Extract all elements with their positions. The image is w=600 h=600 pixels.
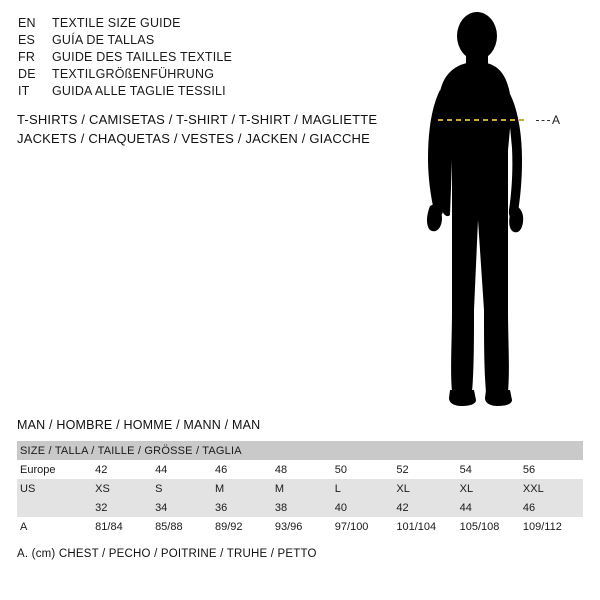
cell-a-7: 109/112 xyxy=(520,517,583,536)
table-header-label: SIZE / TALLA / TAILLE / GRÖSSE / TAGLIA xyxy=(17,441,583,460)
table-row xyxy=(17,460,583,479)
row-label-a: A xyxy=(17,517,92,536)
language-list xyxy=(18,16,398,101)
row-label-us: US xyxy=(17,479,92,498)
language-row-it xyxy=(18,84,398,101)
language-text-de: TEXTILGRÖßENFÜHRUNG xyxy=(52,67,215,81)
language-text-en: TEXTILE SIZE GUIDE xyxy=(52,16,181,30)
cell-a-6: 105/108 xyxy=(457,517,520,536)
language-text-it: GUIDA ALLE TAGLIE TESSILI xyxy=(52,84,226,98)
size-table xyxy=(17,441,583,536)
cell-usnum-2: 36 xyxy=(212,498,272,517)
cell-europe-7: 56 xyxy=(520,460,583,479)
cell-us-1: S xyxy=(152,479,212,498)
language-row-fr xyxy=(18,50,398,67)
cell-usnum-0: 32 xyxy=(92,498,152,517)
language-code-de: DE xyxy=(18,67,36,81)
cell-us-7: XXL xyxy=(520,479,583,498)
category-list xyxy=(17,110,417,148)
cell-a-1: 85/88 xyxy=(152,517,212,536)
cell-europe-2: 46 xyxy=(212,460,272,479)
cell-usnum-1: 34 xyxy=(152,498,212,517)
category-tshirts: T-SHIRTS / CAMISETAS / T-SHIRT / T-SHIRT / MAGLIETTE xyxy=(17,112,378,127)
cell-us-5: XL xyxy=(393,479,456,498)
table-header-row xyxy=(17,441,583,460)
table-row xyxy=(17,517,583,536)
cell-us-2: M xyxy=(212,479,272,498)
cell-usnum-3: 38 xyxy=(272,498,332,517)
cell-usnum-7: 46 xyxy=(520,498,583,517)
row-label-europe: Europe xyxy=(17,460,92,479)
row-label-us-numeric xyxy=(17,498,92,517)
cell-europe-1: 44 xyxy=(152,460,212,479)
marker-dash-line xyxy=(536,120,550,121)
male-silhouette-icon xyxy=(400,10,600,410)
language-code-fr: FR xyxy=(18,50,36,64)
table-row xyxy=(17,479,583,498)
figure-illustration xyxy=(400,10,600,410)
cell-europe-3: 48 xyxy=(272,460,332,479)
language-row-de xyxy=(18,67,398,84)
language-text-fr: GUIDE DES TAILLES TEXTILE xyxy=(52,50,233,64)
cell-europe-5: 52 xyxy=(393,460,456,479)
cell-us-0: XS xyxy=(92,479,152,498)
footnote: A. (cm) CHEST / PECHO / POITRINE / TRUHE / PETTO xyxy=(17,548,317,560)
language-code-es: ES xyxy=(18,33,36,47)
cell-us-6: XL xyxy=(457,479,520,498)
table-title: MAN / HOMBRE / HOMME / MANN / MAN xyxy=(17,418,261,432)
category-jackets: JACKETS / CHAQUETAS / VESTES / JACKEN / GIACCHE xyxy=(17,131,371,146)
cell-europe-4: 50 xyxy=(332,460,394,479)
language-row-en xyxy=(18,16,398,33)
cell-europe-0: 42 xyxy=(92,460,152,479)
cell-europe-6: 54 xyxy=(457,460,520,479)
cell-us-3: M xyxy=(272,479,332,498)
cell-usnum-5: 42 xyxy=(393,498,456,517)
cell-a-3: 93/96 xyxy=(272,517,332,536)
cell-a-4: 97/100 xyxy=(332,517,394,536)
language-code-en: EN xyxy=(18,16,36,30)
language-code-it: IT xyxy=(18,84,30,98)
cell-a-5: 101/104 xyxy=(393,517,456,536)
cell-a-2: 89/92 xyxy=(212,517,272,536)
table-row xyxy=(17,498,583,517)
language-row-es xyxy=(18,33,398,50)
cell-usnum-4: 40 xyxy=(332,498,394,517)
language-text-es: GUÍA DE TALLAS xyxy=(52,33,155,47)
cell-usnum-6: 44 xyxy=(457,498,520,517)
marker-label-a: A xyxy=(552,113,561,127)
cell-a-0: 81/84 xyxy=(92,517,152,536)
cell-us-4: L xyxy=(332,479,394,498)
